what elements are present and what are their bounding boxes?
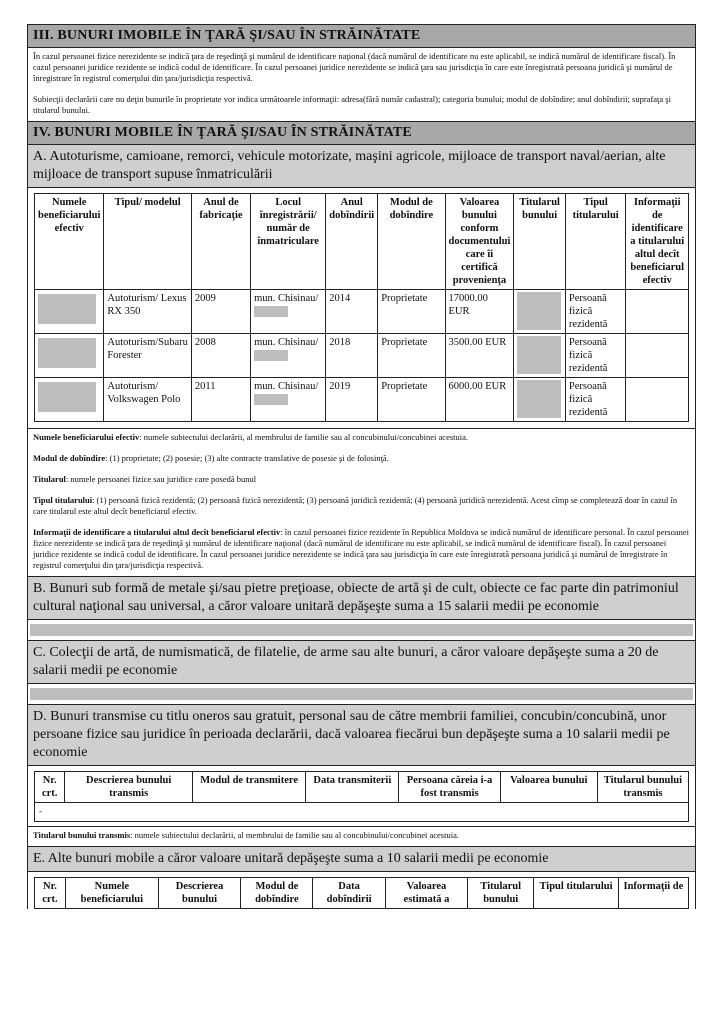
table-row <box>35 334 689 378</box>
col-value: Valoarea bunului conform documentului care îi certifică provenienţa <box>445 194 514 290</box>
redacted-plate <box>254 306 288 317</box>
section-iii-note-2: Subiecţii declarării care nu deţin bunurile în proprietate vor indica următoarele informaţii: adresa(fără număr cadastral); categoria bunului; modul de dobîndire; anul dobîndirii; suprafaţa şi titularul bunului. <box>33 94 671 115</box>
beneficiary-cell <box>35 334 104 378</box>
redacted-subsection-b <box>30 624 693 636</box>
subsection-c-body <box>28 684 695 705</box>
subsection-b-body <box>28 620 695 641</box>
holder-cell <box>514 290 566 334</box>
subsection-d-title: D. Bunuri transmise cu titlu oneros sau gratuit, personal sau de către membrii familiei, concubin/concubină, unor persoane fizice sau juridice în perioada declarării, dacă valoarea fiecărui bun depăşeşte suma a 10 salarii medii pe economie <box>28 705 695 766</box>
value-cell: 6000.00 EUR <box>445 378 514 422</box>
note-transfer-holder <box>33 830 690 841</box>
redacted-plate <box>254 350 288 361</box>
year-acq-cell: 2014 <box>326 290 378 334</box>
section-iii-notes <box>28 48 695 122</box>
col-holder-type: Tipul titularului <box>534 878 619 909</box>
redacted-subsection-c <box>30 688 693 700</box>
place-cell <box>251 334 326 378</box>
note-text: : numele persoanei fizice sau juridice care posedă bunul <box>65 474 257 484</box>
year-acq-cell: 2019 <box>326 378 378 422</box>
note-term: Informaţii de identificare a titularului altul decît beneficiarul efectiv <box>33 527 281 537</box>
holder-info-cell <box>626 334 689 378</box>
place-text: mun. Chisinau/ <box>254 337 319 348</box>
note-term: Modul de dobîndire <box>33 453 106 463</box>
note-holder <box>33 474 690 485</box>
section-iii-note-1: În cazul persoanei fizice nerezidente se indică ţara de reşedinţă şi numărul de identificare naţional (dacă numărul de identificare nu este aplicabil, se indică numărul de identificare fiscal). În cazul persoanei juridice rezidente se indică codul de identificare. În cazul persoanei juridice nerezidente se indică ţara sau jurisdicţia în care este înregistrată persoana juridică şi numărul de înregistrare în registrul comerţului din ţara/jurisdicţia respectivă. <box>33 51 676 83</box>
declaration-page <box>27 24 696 909</box>
model-cell: Autoturism/Subaru Forester <box>104 334 192 378</box>
note-term: Titularul <box>33 474 66 484</box>
note-holder-type <box>33 495 690 517</box>
holder-cell <box>514 334 566 378</box>
note-text: : numele subiectului declarării, al membrului de familie sau al concubinului/concubinei acestuia. <box>130 830 459 840</box>
col-description: Descrierea bunului transmis <box>65 772 193 803</box>
redacted-holder <box>517 292 561 330</box>
note-text: : (1) persoană fizică rezidentă; (2) persoană fizică nerezidentă; (3) persoană juridică rezidentă; (4) persoană juridică nerezidentă. Acest cîmp se completează doar în cazul în care titularul este altul decît beneficiarul efectiv. <box>33 495 678 516</box>
col-value: Valoarea estimată a <box>385 878 468 909</box>
section-iv-title: IV. BUNURI MOBILE ÎN ŢARĂ ŞI/SAU ÎN STRĂINĂTATE <box>28 122 695 145</box>
note-mode <box>33 453 690 464</box>
holder-info-cell <box>626 378 689 422</box>
col-mode: Modul de dobîndire <box>241 878 313 909</box>
section-iii-title: III. BUNURI IMOBILE ÎN ŢARĂ ŞI/SAU ÎN STRĂINĂTATE <box>28 25 695 48</box>
col-nr: Nr. crt. <box>35 772 65 803</box>
vehicles-header-row <box>35 194 689 290</box>
value-cell: 3500.00 EUR <box>445 334 514 378</box>
other-assets-header-row <box>35 878 689 909</box>
col-holder-type: Tipul titularului <box>565 194 625 290</box>
mode-cell: Proprietate <box>378 378 445 422</box>
mode-cell: Proprietate <box>378 290 445 334</box>
subsection-b-title: B. Bunuri sub formă de metale şi/sau pietre preţioase, obiecte de artă şi de cult, obiecte ce fac parte din patrimoniul cultural naţional sau universal, a căror valoare unitară depăşeşte suma a 15 salarii medii pe economie <box>28 577 695 620</box>
col-year-made: Anul de fabricaţie <box>191 194 250 290</box>
vehicles-table-wrap <box>28 188 695 429</box>
subsection-a-notes <box>28 429 695 577</box>
holder-info-cell <box>626 290 689 334</box>
holder-type-cell: Persoană fizică rezidentă <box>565 334 625 378</box>
value-cell: 17000.00 EUR <box>445 290 514 334</box>
model-cell: Autoturism/ Volkswagen Polo <box>104 378 192 422</box>
model-cell: Autoturism/ Lexus RX 350 <box>104 290 192 334</box>
subsection-a-title: A. Autoturisme, camioane, remorci, vehicule motorizate, maşini agricole, mijloace de transport naval/aerian, alte mijloace de transport supuse înmatriculării <box>28 145 695 188</box>
transfers-table <box>34 771 689 822</box>
redacted-beneficiary <box>38 382 96 412</box>
col-info: Informaţii de <box>618 878 688 909</box>
col-value: Valoarea bunului <box>500 772 597 803</box>
col-mode: Modul de dobîndire <box>378 194 445 290</box>
beneficiary-cell <box>35 378 104 422</box>
place-text: mun. Chisinau/ <box>254 293 319 304</box>
col-holder: Titularul bunului <box>468 878 534 909</box>
year-made-cell: 2011 <box>191 378 250 422</box>
table-row <box>35 290 689 334</box>
place-text: mun. Chisinau/ <box>254 381 319 392</box>
redacted-beneficiary <box>38 294 96 324</box>
col-transfer-mode: Modul de transmitere <box>192 772 305 803</box>
mode-cell: Proprietate <box>378 334 445 378</box>
col-date: Data dobîndirii <box>313 878 385 909</box>
subsection-c-title: C. Colecţii de artă, de numismatică, de filatelie, de arme sau alte bunuri, a căror valoare depăşeşte suma a 20 de salarii medii pe economie <box>28 641 695 684</box>
subsection-e-title: E. Alte bunuri mobile a căror valoare unitară depăşeşte suma a 10 salarii medii pe economie <box>28 847 695 872</box>
beneficiary-cell <box>35 290 104 334</box>
col-model: Tipul/ modelul <box>104 194 192 290</box>
note-beneficiary <box>33 432 690 443</box>
holder-cell <box>514 378 566 422</box>
note-text: : numele subiectului declarării, al membrului de familie sau al concubinului/concubinei acestuia. <box>139 432 469 442</box>
note-holder-info <box>33 527 690 571</box>
transfers-header-row <box>35 772 689 803</box>
holder-type-cell: Persoană fizică rezidentă <box>565 290 625 334</box>
note-term: Numele beneficiarului efectiv <box>33 432 140 442</box>
empty-row-mark: - <box>35 803 689 822</box>
table-row <box>35 378 689 422</box>
table-row <box>35 803 689 822</box>
note-term: Titularul bunului transmis <box>33 830 131 840</box>
col-beneficiary: Numele beneficiarului <box>65 878 158 909</box>
col-place: Locul înregistrării/ număr de înmatriculare <box>251 194 326 290</box>
note-text: : în cazul persoanei fizice rezidente în Republica Moldova se indică numărul de identificare personal. În cazul persoanei fizice nerezidente se indică ţara de reşedinţă şi numărul de identificare naţional (dacă numărul de identificare nu este aplicabil, se indică numărul de identificare fiscal). În cazul persoanei juridice rezidente se indică codul de identificare. În cazul persoanei juridice nerezidente se indică ţara sau jurisdicţia în care este înregistrată persoana juridică şi numărul de înregistrare în registrul comerţului din ţara/jurisdicţia respectivă. <box>33 527 690 570</box>
note-text: : (1) proprietate; (2) posesie; (3) alte contracte translative de posesie şi de folosinţă. <box>105 453 389 463</box>
subsection-d-notes <box>28 827 695 847</box>
redacted-holder <box>517 380 561 418</box>
redacted-plate <box>254 394 288 405</box>
col-beneficiary: Numele beneficiarului efectiv <box>35 194 104 290</box>
year-made-cell: 2008 <box>191 334 250 378</box>
transfers-table-wrap <box>28 766 695 827</box>
col-year-acq: Anul dobîndirii <box>326 194 378 290</box>
col-recipient: Persoana căreia i-a fost transmis <box>399 772 500 803</box>
col-transfer-date: Data transmiterii <box>306 772 399 803</box>
other-assets-table <box>34 877 689 909</box>
col-holder: Titularul bunului transmis <box>597 772 688 803</box>
form-frame <box>27 24 696 909</box>
vehicles-table <box>34 193 689 422</box>
place-cell <box>251 290 326 334</box>
col-description: Descrierea bunului <box>158 878 241 909</box>
holder-type-cell: Persoană fizică rezidentă <box>565 378 625 422</box>
year-acq-cell: 2018 <box>326 334 378 378</box>
place-cell <box>251 378 326 422</box>
note-term: Tipul titularului <box>33 495 93 505</box>
redacted-holder <box>517 336 561 374</box>
col-holder-info: Informaţii de identificare a titularului altul decît beneficiarul efectiv <box>626 194 689 290</box>
redacted-beneficiary <box>38 338 96 368</box>
other-assets-table-wrap <box>28 872 695 909</box>
col-holder: Titularul bunului <box>514 194 566 290</box>
year-made-cell: 2009 <box>191 290 250 334</box>
col-nr: Nr. crt. <box>35 878 66 909</box>
